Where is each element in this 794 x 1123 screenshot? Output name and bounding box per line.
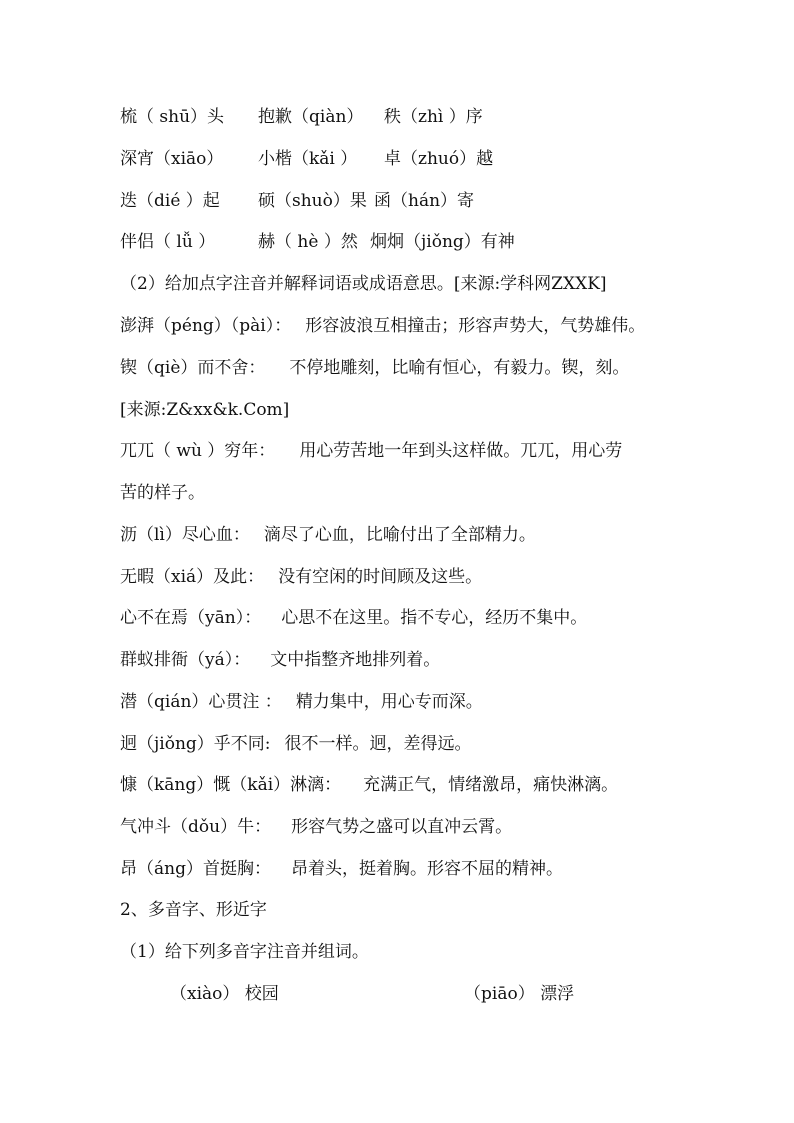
definition-meaning: 昂着头，挺着胸。形容不屈的精神。 bbox=[290, 859, 563, 879]
source-note bbox=[120, 399, 289, 421]
pinyin-item: 卓（zhuó）越 bbox=[384, 149, 494, 169]
definition-term: 迥（jiǒng）乎不同: bbox=[120, 734, 271, 754]
definition-line bbox=[120, 733, 472, 755]
definition-line bbox=[120, 357, 629, 379]
definition-line bbox=[120, 607, 587, 629]
polyphone-item: （xiào） 校园 bbox=[170, 984, 279, 1004]
pinyin-item: 硕（shuò）果 bbox=[258, 191, 367, 211]
pinyin-item: 函（hán）寄 bbox=[374, 191, 475, 211]
pinyin-item: 梳（ shū）头 bbox=[120, 107, 225, 127]
section-heading: 2、多音字、形近字 bbox=[120, 900, 267, 920]
definition-term: 无暇（xiá）及此： bbox=[120, 567, 265, 587]
definition-meaning: 形容气势之盛可以直冲云霄。 bbox=[291, 817, 513, 837]
definition-term: 沥（lì）尽心血： bbox=[120, 525, 250, 545]
pinyin-item: 迭（dié ）起 bbox=[120, 191, 220, 211]
definition-meaning: 滴尽了心血，比喻付出了全部精力。 bbox=[263, 525, 536, 545]
definition-meaning: 文中指整齐地排列着。 bbox=[270, 650, 441, 670]
definition-meaning: 用心劳苦地一年到头这样做。兀兀，用心劳 bbox=[299, 441, 623, 461]
definition-line bbox=[120, 816, 512, 838]
definition-term: 潜（qián）心贯注 ： bbox=[120, 692, 282, 712]
sub-heading: （1）给下列多音字注音并组词。 bbox=[120, 942, 369, 962]
definition-line bbox=[120, 774, 618, 796]
definition-meaning: 形容波浪互相撞击；形容声势大，气势雄伟。 bbox=[305, 316, 646, 336]
definition-line bbox=[120, 315, 645, 337]
pinyin-item: 深宵（xiāo） bbox=[120, 149, 224, 169]
polyphone-item: （piāo） 漂浮 bbox=[464, 984, 575, 1004]
definition-meaning: 不停地雕刻，比喻有恒心，有毅力。锲，刻。 bbox=[289, 358, 630, 378]
definition-term: 澎湃（péng）（pài）： bbox=[120, 316, 292, 336]
definition-line bbox=[120, 649, 440, 671]
definition-meaning: 没有空闲的时间顾及这些。 bbox=[278, 567, 483, 587]
pinyin-item: 抱歉（qiàn） bbox=[258, 107, 364, 127]
definition-meaning: [来源:Z&xx&k.Com] bbox=[120, 400, 290, 420]
definition-meaning: 心思不在这里。指不专心，经历不集中。 bbox=[281, 608, 588, 628]
definition-line bbox=[120, 691, 483, 713]
definition-meaning: 苦的样子。 bbox=[120, 483, 205, 503]
definition-term: 气冲斗（dǒu）牛： bbox=[120, 817, 272, 837]
definition-meaning: 精力集中，用心专而深。 bbox=[295, 692, 483, 712]
definition-term: 锲（qiè）而不舍： bbox=[120, 358, 266, 378]
pinyin-item: 炯炯（jiǒng）有神 bbox=[370, 232, 515, 252]
definition-line bbox=[120, 440, 622, 462]
section-header: （2）给加点字注音并解释词语或成语意思。[来源:学科网ZXXK] bbox=[120, 274, 607, 294]
definition-term: 慷（kāng）慨（kǎi）淋漓： bbox=[120, 775, 342, 795]
definition-term: 兀兀（ wù ）穷年： bbox=[120, 441, 276, 461]
definition-term: 群蚁排衙（yá）： bbox=[120, 650, 251, 670]
definition-line bbox=[120, 524, 536, 546]
pinyin-item: 赫（ hè ）然 bbox=[258, 232, 358, 252]
pinyin-item: 秩（zhì ）序 bbox=[384, 107, 483, 127]
definition-term: 昂（áng）首挺胸： bbox=[120, 859, 271, 879]
definition-continuation bbox=[120, 482, 205, 504]
definition-meaning: 充满正气，情绪激昂，痛快淋漓。 bbox=[363, 775, 619, 795]
definition-term: 心不在焉（yān）： bbox=[120, 608, 262, 628]
pinyin-item: 小楷（kǎi ） bbox=[258, 149, 358, 169]
definition-meaning: 很不一样。迥，差得远。 bbox=[284, 734, 472, 754]
definition-line bbox=[120, 566, 482, 588]
definition-line bbox=[120, 858, 563, 880]
pinyin-item: 伴侣（ lǚ ） bbox=[120, 232, 216, 252]
